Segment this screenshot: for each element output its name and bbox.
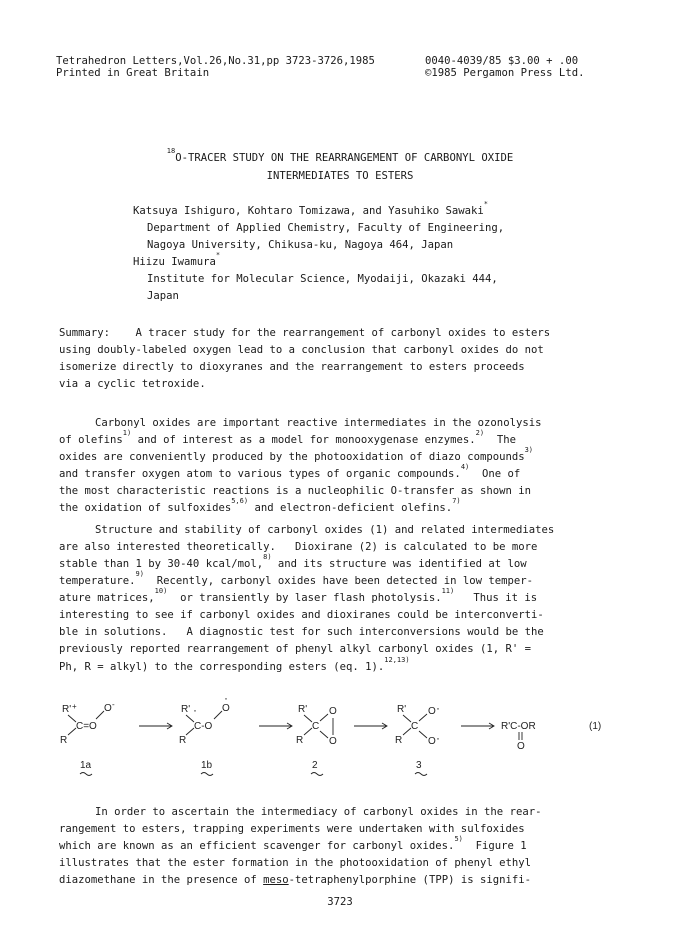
para2-line-4: temperature.$^{9)}$ Recently, carbonyl oxides have been detected in low temper- [59,570,534,587]
svg-text:C: C [312,721,320,732]
para1-line-1: Carbonyl oxides are important reactive intermediates in the ozonolysis [95,417,542,429]
svg-text:R'C-OR: R'C-OR [501,721,536,732]
para2-line-6: interesting to see if carbonyl oxides and dioxiranes could be interconverti- [59,609,544,621]
structure-2 [296,704,337,747]
svg-text:·: · [224,691,228,705]
para3-line-5: diazomethane in the presence of meso-tetraphenylporphine (TPP) is signifi- [59,874,531,886]
svg-text:O: O [329,706,337,717]
summary-line-4: via a cyclic tetroxide. [59,378,206,390]
svg-text:R': R' [298,704,308,715]
para2-line-7: ble in solutions. A diagnostic test for such interconversions would be the [59,626,544,638]
para2-line-3: stable than 1 by 30-40 kcal/mol,$^{8)}$ and its structure was identified at low [59,553,527,570]
structure-1b [179,691,230,746]
label-1b: 1b [201,760,213,771]
structure-1a [60,700,115,746]
svg-text:O: O [222,703,230,714]
svg-text:·: · [436,701,440,715]
label-2: 2 [312,760,318,771]
para1-line-6: the oxidation of sulfoxides$^{5,6)}$ and electron-deficient olefins.$^{7)}$ [59,497,461,514]
page-number: 3723 [327,896,353,908]
summary-line-2: using doubly-labeled oxygen lead to a conclusion that carbonyl oxides do not [59,344,544,356]
authors-line-1: Katsuya Ishiguro, Kohtaro Tomizawa, and Yasuhiko Sawaki* [133,200,489,217]
svg-text:O: O [428,736,436,747]
affiliation-1: Department of Applied Chemistry, Faculty of Engineering, [147,222,505,234]
para2-line-1: Structure and stability of carbonyl oxides (1) and related intermediates [95,524,555,536]
svg-text:O: O [517,741,525,752]
svg-text:R': R' [181,704,191,715]
summary-line-3: isomerize directly to dioxyranes and the rearrangement to esters proceeds [59,361,525,373]
para1-line-2: of olefins$^{1)}$ and of interest as a model for monooxygenase enzymes.$^{2)}$ The [59,429,516,446]
title-line-2: INTERMEDIATES TO ESTERS [266,170,414,182]
para3-line-2: rangement to esters, trapping experiments were undertaken with sulfoxides [59,823,525,835]
reaction-scheme [56,691,636,790]
journal-citation: Tetrahedron Letters,Vol.26,No.31,pp 3723-3726,1985 [56,55,375,67]
authors-line-2: Hiizu Iwamura* [133,251,221,268]
issn-price: 0040-4039/85 $3.00 + .00 [425,55,579,67]
svg-text:·: · [193,703,197,717]
svg-text:R: R [179,735,187,746]
para1-line-5: the most characteristic reactions is a nucleophilic O-transfer as shown in [59,485,531,497]
svg-text:C-O: C-O [194,721,213,732]
affiliation-4: Japan [147,290,179,302]
svg-text:·: · [436,731,440,745]
svg-text:C: C [411,721,419,732]
para1-line-4: and transfer oxygen atom to various types of organic compounds.$^{4)}$ One of [59,463,521,480]
summary-line-1: Summary: A tracer study for the rearrangement of carbonyl oxides to esters [59,327,551,339]
svg-text:R: R [60,735,68,746]
para2-line-2: are also interested theoretically. Dioxirane (2) is calculated to be more [59,541,538,553]
ester-product [501,721,536,752]
copyright: ©1985 Pergamon Press Ltd. [425,67,585,79]
structure-3 [395,701,440,747]
para1-line-3: oxides are conveniently produced by the photooxidation of diazo compounds$^{3)}$ [59,446,534,463]
svg-text:R': R' [397,704,407,715]
para2-line-9: Ph, R = alkyl) to the corresponding esters (eq. 1).$^{12,13)}$ [59,656,410,673]
svg-text:O: O [329,736,337,747]
svg-text:R: R [296,735,304,746]
equation-number: (1) [589,721,602,732]
para3-line-4: illustrates that the ester formation in the photooxidation of phenyl ethyl [59,857,531,869]
svg-text:C=O: C=O [76,721,97,732]
para2-line-5: ature matrices,$^{10)}$ or transiently by laser flash photolysis.$^{11)}$ Thus it is [59,587,538,604]
para2-line-8: previously reported rearrangement of phenyl alkyl carbonyl oxides (1, R' = [59,643,531,655]
svg-text:R': R' [62,704,72,715]
label-1a: 1a [80,760,92,771]
affiliation-3: Institute for Molecular Science, Myodaiji, Okazaki 444, [147,273,498,285]
svg-text:-: - [112,700,115,709]
svg-text:R: R [395,735,403,746]
title-line-1: $^{18}$O-TRACER STUDY ON THE REARRANGEMENT OF CARBONYL OXIDE [166,147,514,164]
svg-text:O: O [428,706,436,717]
svg-text:O: O [104,703,112,714]
para3-line-1: In order to ascertain the intermediacy of carbonyl oxides in the rear- [95,806,542,818]
svg-text:+: + [72,702,77,711]
label-3: 3 [416,760,422,771]
para3-line-3: which are known as an efficient scavenger for carbonyl oxides.$^{5)}$ Figure 1 [59,835,527,852]
printed-in: Printed in Great Britain [56,67,210,79]
affiliation-2: Nagoya University, Chikusa-ku, Nagoya 464, Japan [147,239,454,251]
